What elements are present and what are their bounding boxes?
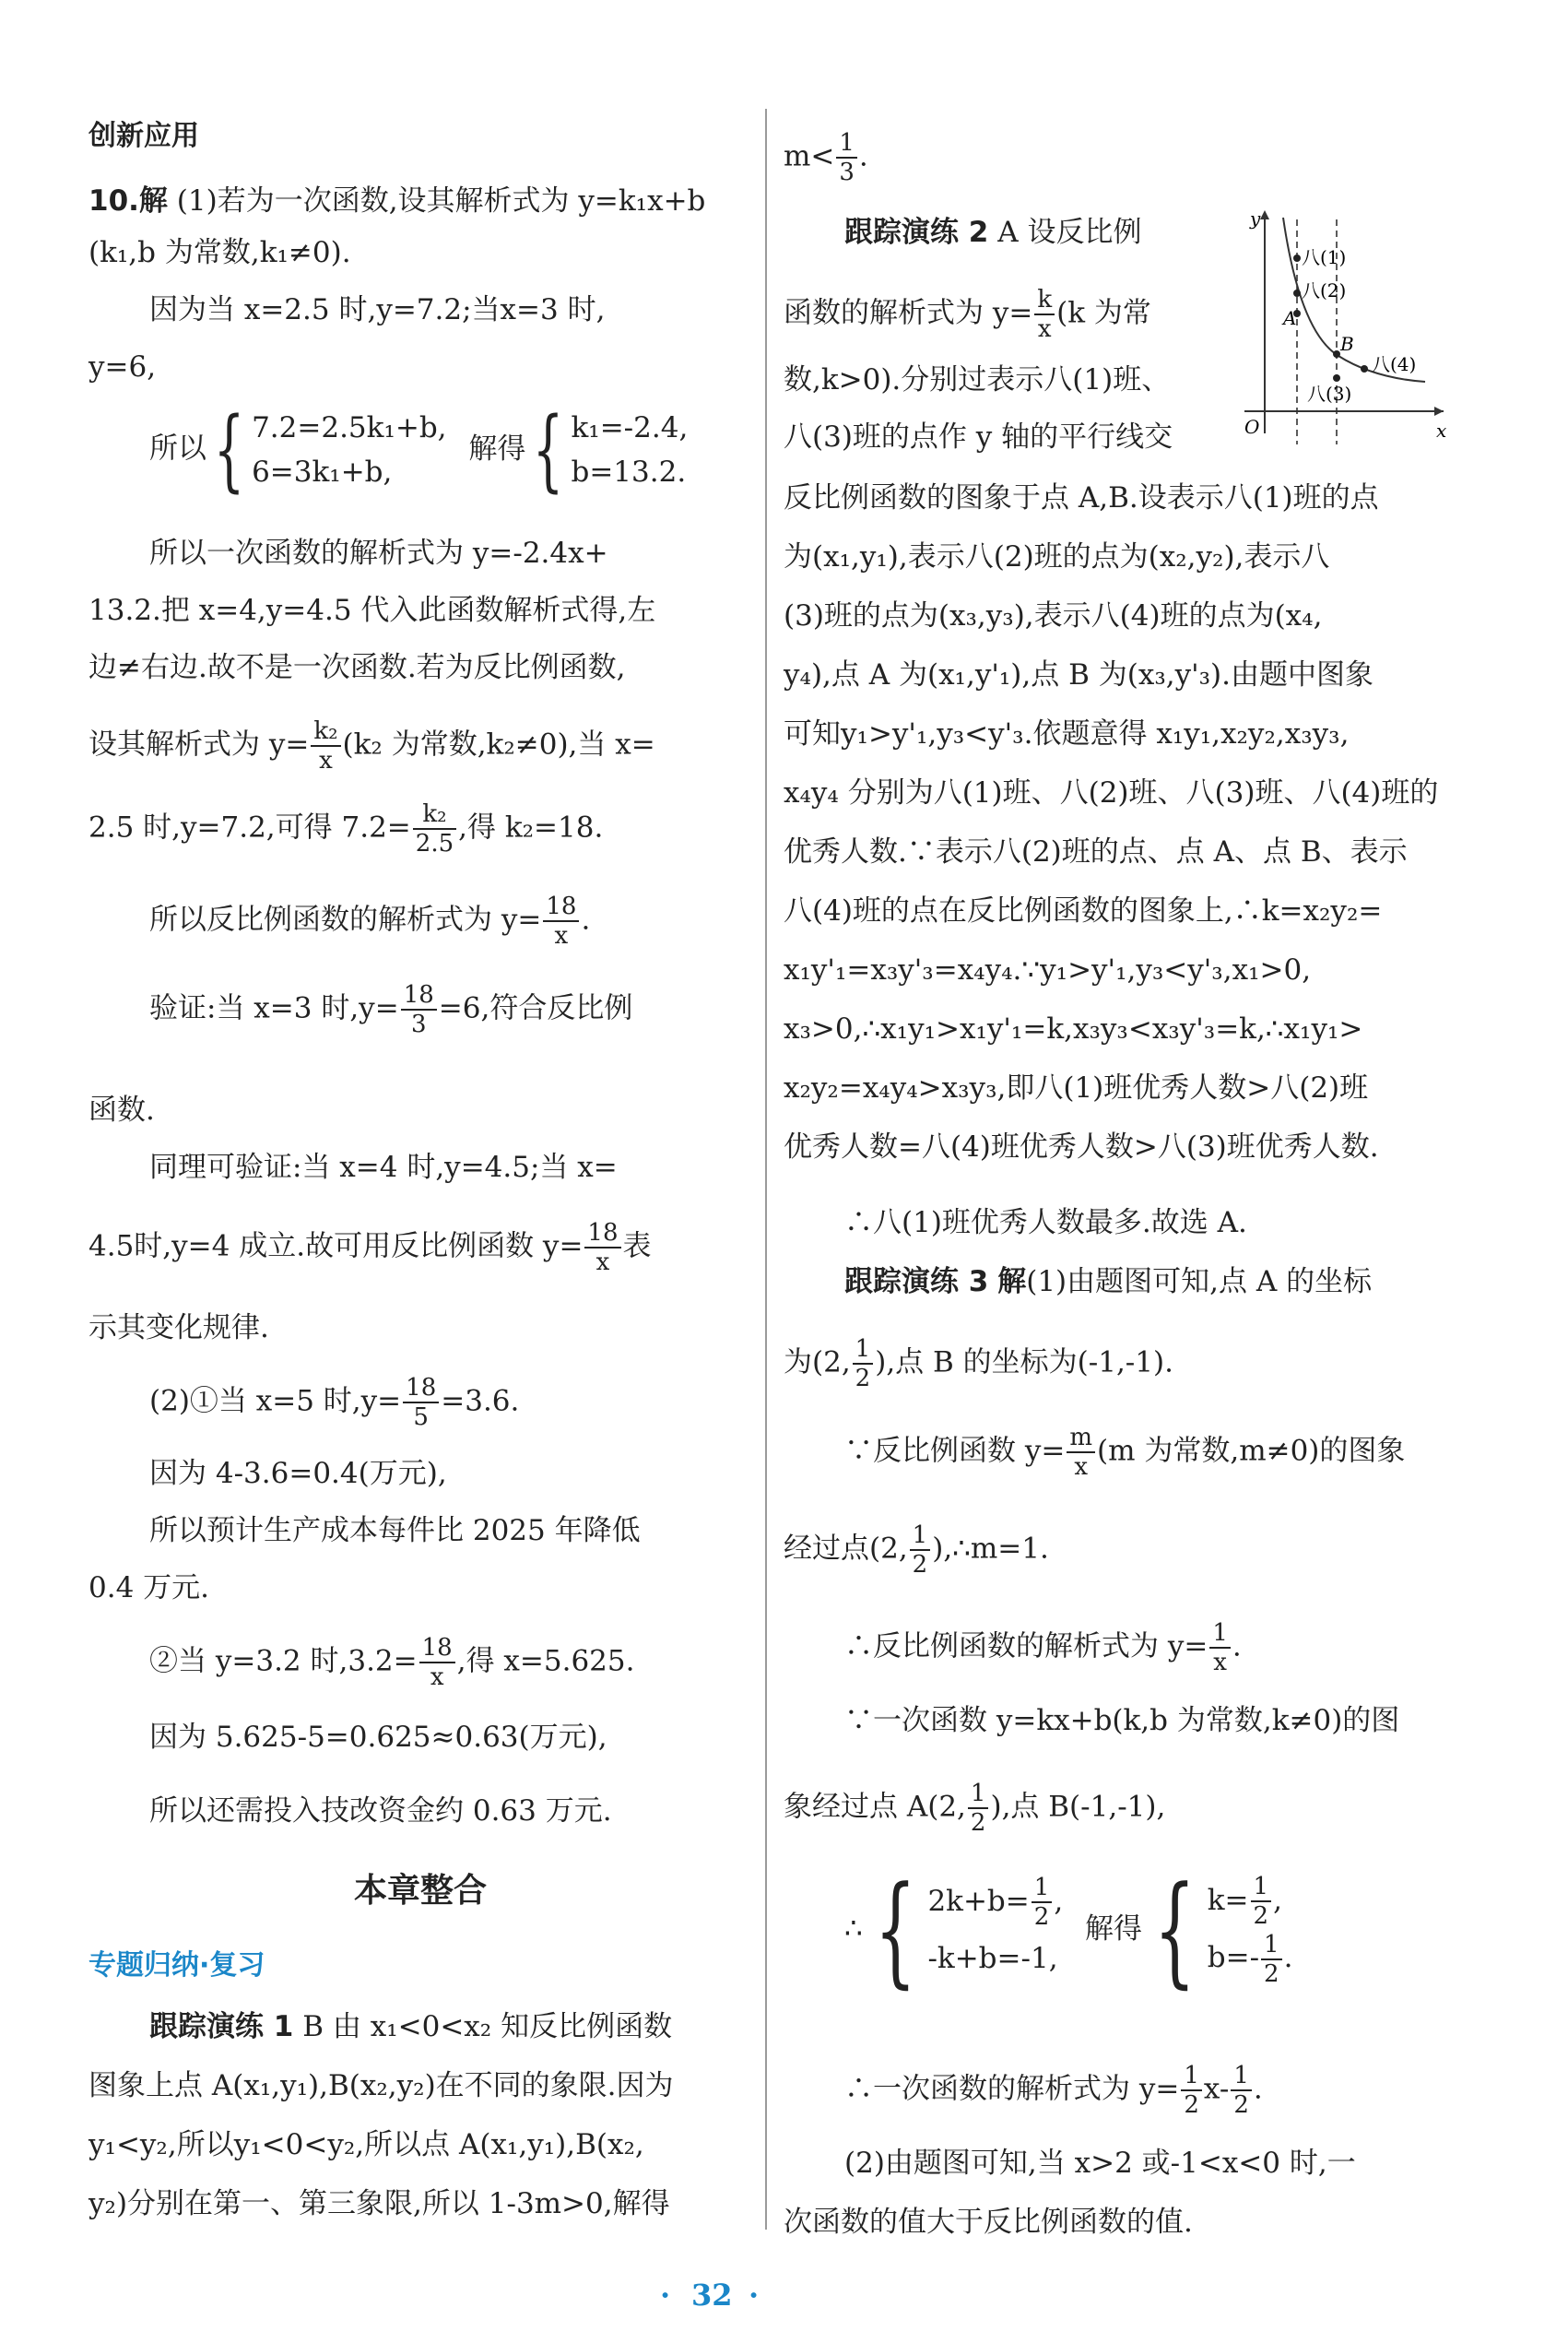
fraction: $\frac{1}{3}$: [836, 129, 857, 186]
text-line: 反比例函数的图象于点 A,B.设表示八(1)班的点: [784, 481, 1379, 515]
text-line: x₃>0,∴x₁y₁>x₁y'₁=k,x₃y₃<x₃y'₃=k,∴x₁y₁>: [784, 1012, 1363, 1046]
fraction: $\frac{1}{2}$: [910, 1521, 931, 1579]
page-dot-right: ·: [749, 2278, 760, 2313]
point-class-3: [1333, 374, 1340, 382]
text-line: 13.2.把 x=4,y=4.5 代入此函数解析式得,左: [88, 594, 656, 627]
text-line-fraction: 经过点(2, $\frac{1}{2}$ ),∴m=1.: [784, 1521, 1049, 1579]
exercise-label: 跟踪演练 1: [149, 2010, 294, 2043]
label-class-3: 八(3): [1307, 383, 1352, 405]
point-class-1: [1293, 254, 1301, 262]
fraction: $\frac{18}{x}$: [419, 1634, 455, 1691]
text-line: y₂)分别在第一、第三象限,所以 1-3m>0,解得: [88, 2187, 670, 2220]
text-line: 八(4)班的点在反比例函数的图象上,∴k=x₂y₂=: [784, 894, 1383, 928]
exercise-label: 跟踪演练 3: [844, 1265, 989, 1298]
text-line: y₁<y₂,所以y₁<0<y₂,所以点 A(x₁,y₁),B(x₂,: [88, 2128, 644, 2161]
equation-system-2: ∴{ 2k+b= $\frac{1}{2}$ , -k+b=-1, 解得{ k= $\frac{1}{2}$ , b=- $\frac{1}{2}$ .: [844, 1860, 1293, 2000]
text-line: (3)班的点为(x₃,y₃),表示八(4)班的点为(x₄,: [784, 599, 1323, 633]
fraction: $\frac{18}{5}$: [403, 1374, 439, 1431]
text-line-fraction: ∴一次函数的解析式为 y= $\frac{1}{2}$ x- $\frac{1}{2}$ .: [844, 2062, 1263, 2119]
exercise-3-line: 跟踪演练 3 解(1)由题图可知,点 A 的坐标: [844, 1265, 1373, 1298]
inverse-proportion-graph: [1235, 203, 1449, 452]
text-line-fraction: 验证:当 x=3 时,y= $\frac{18}{3}$ =6,符合反比例: [149, 981, 633, 1038]
text-line: y=6,: [88, 350, 157, 384]
jie-label: 解: [997, 1265, 1027, 1298]
text-line-fraction: 2.5 时,y=7.2,可得 7.2= $\frac{\text{k₂}}{2.5}$ ,得 k₂=18.: [88, 800, 604, 858]
exercise-1-line: 跟踪演练 1 B 由 x₁<0<x₂ 知反比例函数: [149, 2010, 673, 2043]
text-line: x₂y₂=x₄y₄>x₃y₃,即八(1)班优秀人数>八(2)班: [784, 1071, 1369, 1105]
text-line: (2)由题图可知,当 x>2 或-1<x<0 时,一: [844, 2147, 1356, 2180]
fraction: $\frac{1}{2}$: [968, 1780, 989, 1837]
text-line-fraction: 设其解析式为 y= $\frac{\text{k₂}}{x}$ (k₂ 为常数,k₂≠0),当 x=: [88, 717, 655, 775]
text-line: 因为 4-3.6=0.4(万元),: [149, 1457, 447, 1490]
text-line: 示其变化规律.: [88, 1311, 269, 1344]
text-line-fraction: (2)①当 x=5 时,y= $\frac{18}{5}$ =3.6.: [149, 1374, 520, 1431]
text-line-fraction: 函数的解析式为 y= $\frac{k}{x}$ (k 为常: [784, 286, 1151, 343]
text-line: 八(3)班的点作 y 轴的平行线交: [784, 420, 1173, 454]
text-line-fraction: ②当 y=3.2 时,3.2= $\frac{18}{x}$ ,得 x=5.625.: [149, 1634, 635, 1691]
fraction: $\frac{18}{x}$: [584, 1219, 620, 1276]
text-line: 为(x₁,y₁),表示八(2)班的点为(x₂,y₂),表示八: [784, 540, 1330, 574]
label-class-1: 八(1): [1302, 246, 1347, 268]
fraction: $\frac{\text{k₂}}{2.5}$: [413, 800, 456, 858]
column-divider: [765, 109, 767, 2230]
section-title: 专题归纳·复习: [88, 1949, 265, 1982]
text-line-fraction: 象经过点 A(2, $\frac{1}{2}$ ),点 B(-1,-1),: [784, 1780, 1166, 1837]
text-line: 所以一次函数的解析式为 y=-2.4x+: [149, 537, 608, 570]
text-line: 数,k>0).分别过表示八(1)班、: [784, 363, 1171, 396]
x-axis-label: x: [1436, 420, 1447, 442]
text-line: 所以还需投入技改资金约 0.63 万元.: [149, 1794, 612, 1828]
text-line: x₄y₄ 分别为八(1)班、八(2)班、八(3)班、八(4)班的: [784, 776, 1439, 810]
text-line-fraction: 为(2, $\frac{1}{2}$ ),点 B 的坐标为(-1,-1).: [784, 1335, 1173, 1392]
text-line: 次函数的值大于反比例函数的值.: [784, 2206, 1193, 2239]
text-line: 优秀人数.∵表示八(2)班的点、点 A、点 B、表示: [784, 835, 1408, 869]
text-line: 图象上点 A(x₁,y₁),B(x₂,y₂)在不同的象限.因为: [88, 2069, 674, 2102]
text-line-fraction: 所以反比例函数的解析式为 y= $\frac{18}{x}$ .: [149, 893, 591, 950]
text-line: 同理可验证:当 x=4 时,y=4.5;当 x=: [149, 1151, 618, 1184]
text-line: y₄),点 A 为(x₁,y'₁),点 B 为(x₃,y'₃).由题中图象: [784, 658, 1374, 692]
page-dot-left: ·: [660, 2278, 671, 2313]
question-number: 10.: [88, 184, 139, 218]
text-line: 0.4 万元.: [88, 1571, 210, 1604]
label-class-2: 八(2): [1302, 279, 1347, 302]
text-line-fraction: 4.5时,y=4 成立.故可用反比例函数 y= $\frac{18}{x}$ 表: [88, 1219, 652, 1276]
fraction: $\frac{18}{x}$: [543, 893, 579, 950]
label-point-A: A: [1283, 307, 1297, 329]
section-heading: 创新应用: [88, 120, 199, 152]
label-point-B: B: [1340, 333, 1354, 355]
fraction: $\frac{18}{3}$: [401, 981, 437, 1038]
point-class-4: [1361, 365, 1368, 373]
text-line-fraction: m< $\frac{1}{3}$ .: [784, 129, 868, 186]
text-line: 因为 5.625-5=0.625≈0.63(万元),: [149, 1721, 607, 1754]
fraction: $\frac{\text{k₂}}{x}$: [311, 717, 340, 775]
fraction: $\frac{m}{x}$: [1067, 1424, 1095, 1481]
point-class-2: [1293, 290, 1301, 297]
y-axis-label: y: [1250, 207, 1261, 230]
text-line: ∴八(1)班优秀人数最多.故选 A.: [844, 1206, 1247, 1239]
page-number: 32: [691, 2278, 733, 2313]
text-line: 所以预计生产成本每件比 2025 年降低: [149, 1514, 641, 1547]
text-line: 函数.: [88, 1094, 155, 1127]
chapter-title: 本章整合: [353, 1872, 487, 1910]
text-line: 可知y₁>y'₁,y₃<y'₃.依题意得 x₁y₁,x₂y₂,x₃y₃,: [784, 717, 1350, 751]
text-line: 边≠右边.故不是一次函数.若为反比例函数,: [88, 651, 626, 684]
fraction: $\frac{1}{2}$: [853, 1335, 874, 1392]
text-line: ∵一次函数 y=kx+b(k,b 为常数,k≠0)的图: [844, 1704, 1400, 1737]
jie-label: 解: [138, 184, 168, 218]
equation-system-1: 所以{ 7.2=2.5k₁+b, 6=3k₁+b, 解得{ k₁=-2.4, b=13.2.: [149, 398, 689, 502]
text-line: x₁y'₁=x₃y'₃=x₄y₄.∵y₁>y'₁,y₃<y'₃,x₁>0,: [784, 953, 1312, 987]
text-line: 因为当 x=2.5 时,y=7.2;当x=3 时,: [149, 293, 606, 326]
origin-label: O: [1244, 416, 1260, 438]
x-axis-arrow-icon: [1434, 407, 1444, 416]
exercise-label: 跟踪演练 2: [844, 216, 989, 249]
exercise-2-line: 跟踪演练 2 A 设反比例: [844, 216, 1142, 249]
fraction: $\frac{1}{x}$: [1209, 1619, 1231, 1676]
text-line-fraction: ∴反比例函数的解析式为 y= $\frac{1}{x}$ .: [844, 1619, 1242, 1676]
y-axis-arrow-icon: [1260, 210, 1269, 219]
text-line: 优秀人数=八(4)班优秀人数>八(3)班优秀人数.: [784, 1130, 1379, 1164]
text-line: (k₁,b 为常数,k₁≠0).: [88, 236, 351, 269]
point-B: [1333, 350, 1340, 358]
label-class-4: 八(4): [1372, 353, 1417, 375]
text-line-fraction: ∵反比例函数 y= $\frac{m}{x}$ (m 为常数,m≠0)的图象: [844, 1424, 1406, 1481]
q10-line-1: 10.解 (1)若为一次函数,设其解析式为 y=k₁x+b: [88, 184, 706, 218]
fraction: $\frac{k}{x}$: [1034, 286, 1055, 343]
